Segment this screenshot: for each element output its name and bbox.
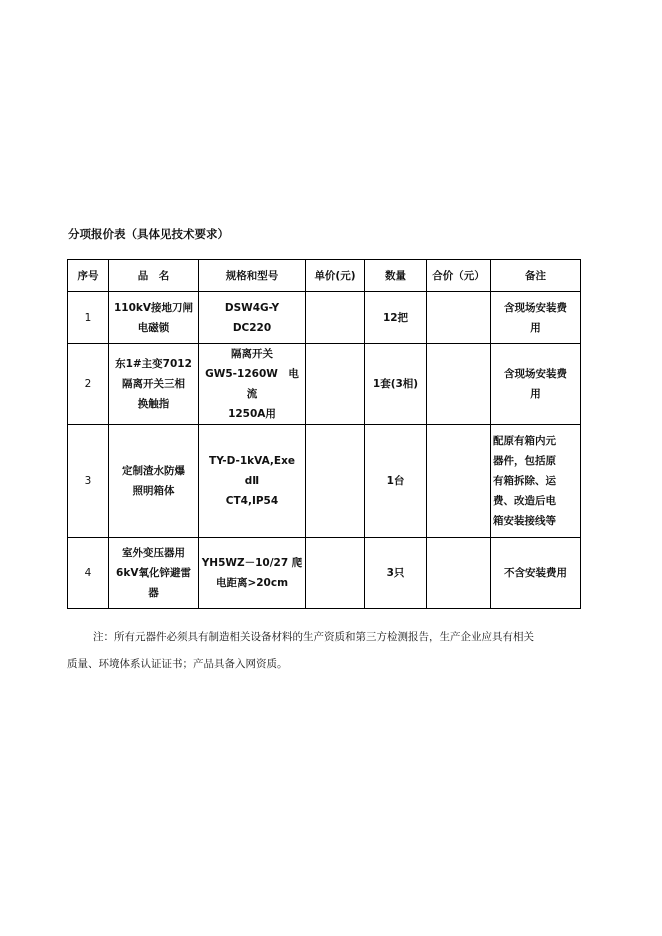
cell-total [427,344,491,425]
header-total: 合价（元） [427,260,491,292]
cell-remark: 配原有箱内元 器件，包括原 有箱拆除、运 费、改造后电 箱安装接线等 [491,425,581,538]
cell-qty: 12把 [365,292,427,344]
cell-remark: 含现场安装费 用 [491,292,581,344]
cell-qty: 3只 [365,538,427,609]
table-row [68,344,581,425]
table-header-row [68,260,581,292]
header-unit-price: 单价(元) [306,260,365,292]
header-no: 序号 [68,260,109,292]
header-remark: 备注 [491,260,581,292]
cell-spec: DSW4G-Y DC220 [199,292,306,344]
cell-unit-price [306,538,365,609]
header-spec: 规格和型号 [199,260,306,292]
cell-remark: 不含安装费用 [491,538,581,609]
footnote [67,624,597,678]
cell-name: 定制渣水防爆 照明箱体 [109,425,199,538]
cell-total [427,538,491,609]
cell-qty: 1台 [365,425,427,538]
footnote-line-2: 质量、环境体系认证证书；产品具备入网资质。 [67,658,288,670]
cell-spec: TY-D-1kVA,Exe dⅡ CT4,IP54 [199,425,306,538]
cell-no: 2 [68,344,109,425]
cell-unit-price [306,292,365,344]
cell-remark: 含现场安装费 用 [491,344,581,425]
cell-total [427,425,491,538]
cell-no: 3 [68,425,109,538]
cell-spec: YH5WZ－10/27 爬 电距离>20cm [199,538,306,609]
quotation-table [67,259,581,609]
header-qty: 数量 [365,260,427,292]
table-row [68,425,581,538]
cell-unit-price [306,344,365,425]
cell-spec: 隔离开关 GW5-1260W 电流 1250A用 [199,344,306,425]
cell-name: 室外变压器用 6kV氧化锌避雷 器 [109,538,199,609]
header-name: 品 名 [109,260,199,292]
cell-total [427,292,491,344]
cell-qty: 1套(3相) [365,344,427,425]
footnote-line-1: 注：所有元器件必须具有制造相关设备材料的生产资质和第三方检测报告，生产企业应具有相关 [93,631,534,643]
table-title: 分项报价表（具体见技术要求） [68,227,229,241]
cell-no: 4 [68,538,109,609]
cell-no: 1 [68,292,109,344]
cell-name: 东1#主变7012 隔离开关三相 换触指 [109,344,199,425]
table-row [68,538,581,609]
table-row [68,292,581,344]
cell-unit-price [306,425,365,538]
cell-name: 110kV接地刀闸 电磁锁 [109,292,199,344]
